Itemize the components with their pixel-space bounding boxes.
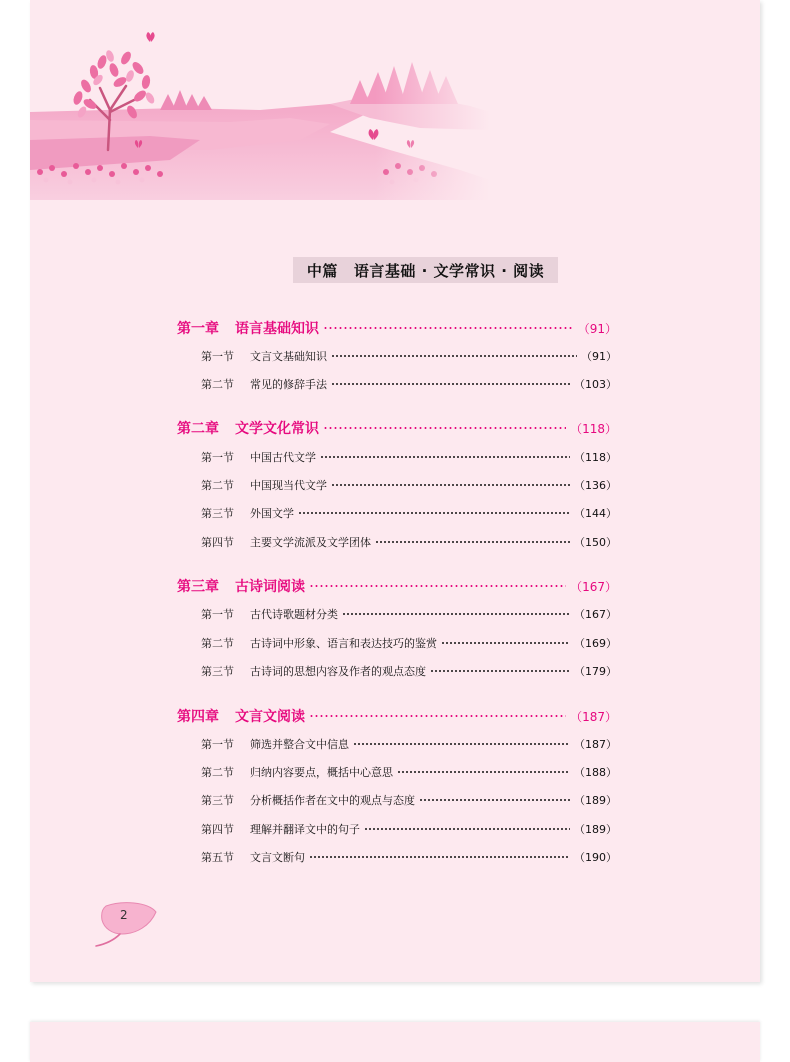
dot-leader — [309, 715, 566, 717]
chapter-page: （187） — [570, 709, 617, 724]
dot-leader — [331, 355, 577, 357]
section-title: 分析概括作者在文中的观点与态度 — [250, 794, 415, 807]
section-number: 第四节 — [201, 823, 234, 836]
section-title: 常见的修辞手法 — [250, 378, 327, 391]
dot-leader — [331, 484, 570, 486]
dot-leader — [320, 456, 570, 458]
section-title: 古代诗歌题材分类 — [250, 608, 338, 621]
section-title: 文言文断句 — [250, 851, 305, 864]
section-number: 第一节 — [201, 350, 234, 363]
dot-leader — [309, 585, 566, 587]
book-page — [30, 0, 760, 982]
section-page: （136） — [574, 479, 617, 492]
section-page: （144） — [574, 507, 617, 520]
section-title: 归纳内容要点，概括中心意思 — [250, 766, 393, 779]
toc-section[interactable] — [201, 606, 617, 622]
section-number: 第四节 — [201, 536, 234, 549]
part-title: 语言基础 · 文学常识 · 阅读 — [353, 261, 545, 280]
toc-chapter-4[interactable] — [177, 706, 617, 726]
chapter-number: 第三章 — [177, 579, 219, 595]
toc-section[interactable] — [201, 505, 617, 521]
toc-section[interactable] — [201, 764, 617, 780]
dot-leader — [397, 771, 570, 773]
dot-leader — [323, 327, 574, 329]
toc-chapter-3[interactable] — [177, 576, 617, 596]
dot-leader — [331, 383, 570, 385]
dot-leader — [298, 512, 570, 514]
section-title: 中国古代文学 — [250, 451, 316, 464]
section-title: 外国文学 — [250, 507, 294, 520]
dot-leader — [419, 799, 570, 801]
section-page: （188） — [574, 766, 617, 779]
chapter-number: 第二章 — [177, 421, 219, 437]
toc-section[interactable] — [201, 534, 617, 550]
section-page: （190） — [574, 851, 617, 864]
toc-section[interactable] — [201, 663, 617, 679]
dot-leader — [430, 670, 570, 672]
section-title: 理解并翻译文中的句子 — [250, 823, 360, 836]
section-title: 主要文学流派及文学团体 — [250, 536, 371, 549]
section-page: （189） — [574, 823, 617, 836]
toc-section[interactable] — [201, 736, 617, 752]
chapter-number: 第一章 — [177, 321, 219, 337]
section-page: （118） — [574, 451, 617, 464]
section-title: 筛选并整合文中信息 — [250, 738, 349, 751]
section-title: 中国现当代文学 — [250, 479, 327, 492]
page-number: 2 — [120, 908, 128, 922]
section-title: 文言文基础知识 — [250, 350, 327, 363]
toc-section[interactable] — [201, 821, 617, 837]
ginkgo-leaf-icon — [92, 898, 162, 952]
section-number: 第三节 — [201, 507, 234, 520]
dot-leader — [375, 541, 570, 543]
section-page: （167） — [574, 608, 617, 621]
section-number: 第二节 — [201, 766, 234, 779]
section-number: 第一节 — [201, 451, 234, 464]
section-number: 第三节 — [201, 665, 234, 678]
section-number: 第一节 — [201, 738, 234, 751]
dot-leader — [342, 613, 570, 615]
chapter-title: 古诗词阅读 — [235, 579, 305, 595]
dot-leader — [309, 856, 570, 858]
dot-leader — [353, 743, 570, 745]
section-page: （150） — [574, 536, 617, 549]
section-title: 古诗词中形象、语言和表达技巧的鉴赏 — [250, 637, 437, 650]
toc-section[interactable] — [201, 477, 617, 493]
section-number: 第一节 — [201, 608, 234, 621]
section-number: 第二节 — [201, 637, 234, 650]
section-number: 第二节 — [201, 479, 234, 492]
toc-chapter-1[interactable] — [177, 318, 617, 338]
toc-section[interactable] — [201, 849, 617, 865]
section-page: （187） — [574, 738, 617, 751]
chapter-page: （167） — [570, 579, 617, 594]
toc-chapter-2[interactable] — [177, 418, 617, 438]
section-title: 古诗词的思想内容及作者的观点态度 — [250, 665, 426, 678]
section-page: （169） — [574, 637, 617, 650]
toc-section[interactable] — [201, 449, 617, 465]
part-label: 中篇 — [306, 261, 338, 280]
dot-leader — [323, 427, 566, 429]
chapter-title: 语言基础知识 — [235, 321, 319, 337]
section-page: （103） — [574, 378, 617, 391]
section-number: 第五节 — [201, 851, 234, 864]
section-page: （189） — [574, 794, 617, 807]
toc-section[interactable] — [201, 348, 617, 364]
next-page-edge — [30, 1022, 760, 1062]
section-page: （179） — [574, 665, 617, 678]
toc-section[interactable] — [201, 792, 617, 808]
toc-section[interactable] — [201, 635, 617, 651]
section-number: 第二节 — [201, 378, 234, 391]
chapter-page: （91） — [577, 321, 617, 336]
chapter-number: 第四章 — [177, 709, 219, 725]
toc-section[interactable] — [201, 376, 617, 392]
decorative-landscape-illustration — [30, 0, 490, 200]
chapter-title: 文学文化常识 — [235, 421, 319, 437]
section-number: 第三节 — [201, 794, 234, 807]
dot-leader — [364, 828, 570, 830]
part-heading — [293, 257, 558, 283]
section-page: （91） — [581, 350, 617, 363]
chapter-page: （118） — [570, 421, 617, 436]
dot-leader — [441, 642, 570, 644]
chapter-title: 文言文阅读 — [235, 709, 305, 725]
